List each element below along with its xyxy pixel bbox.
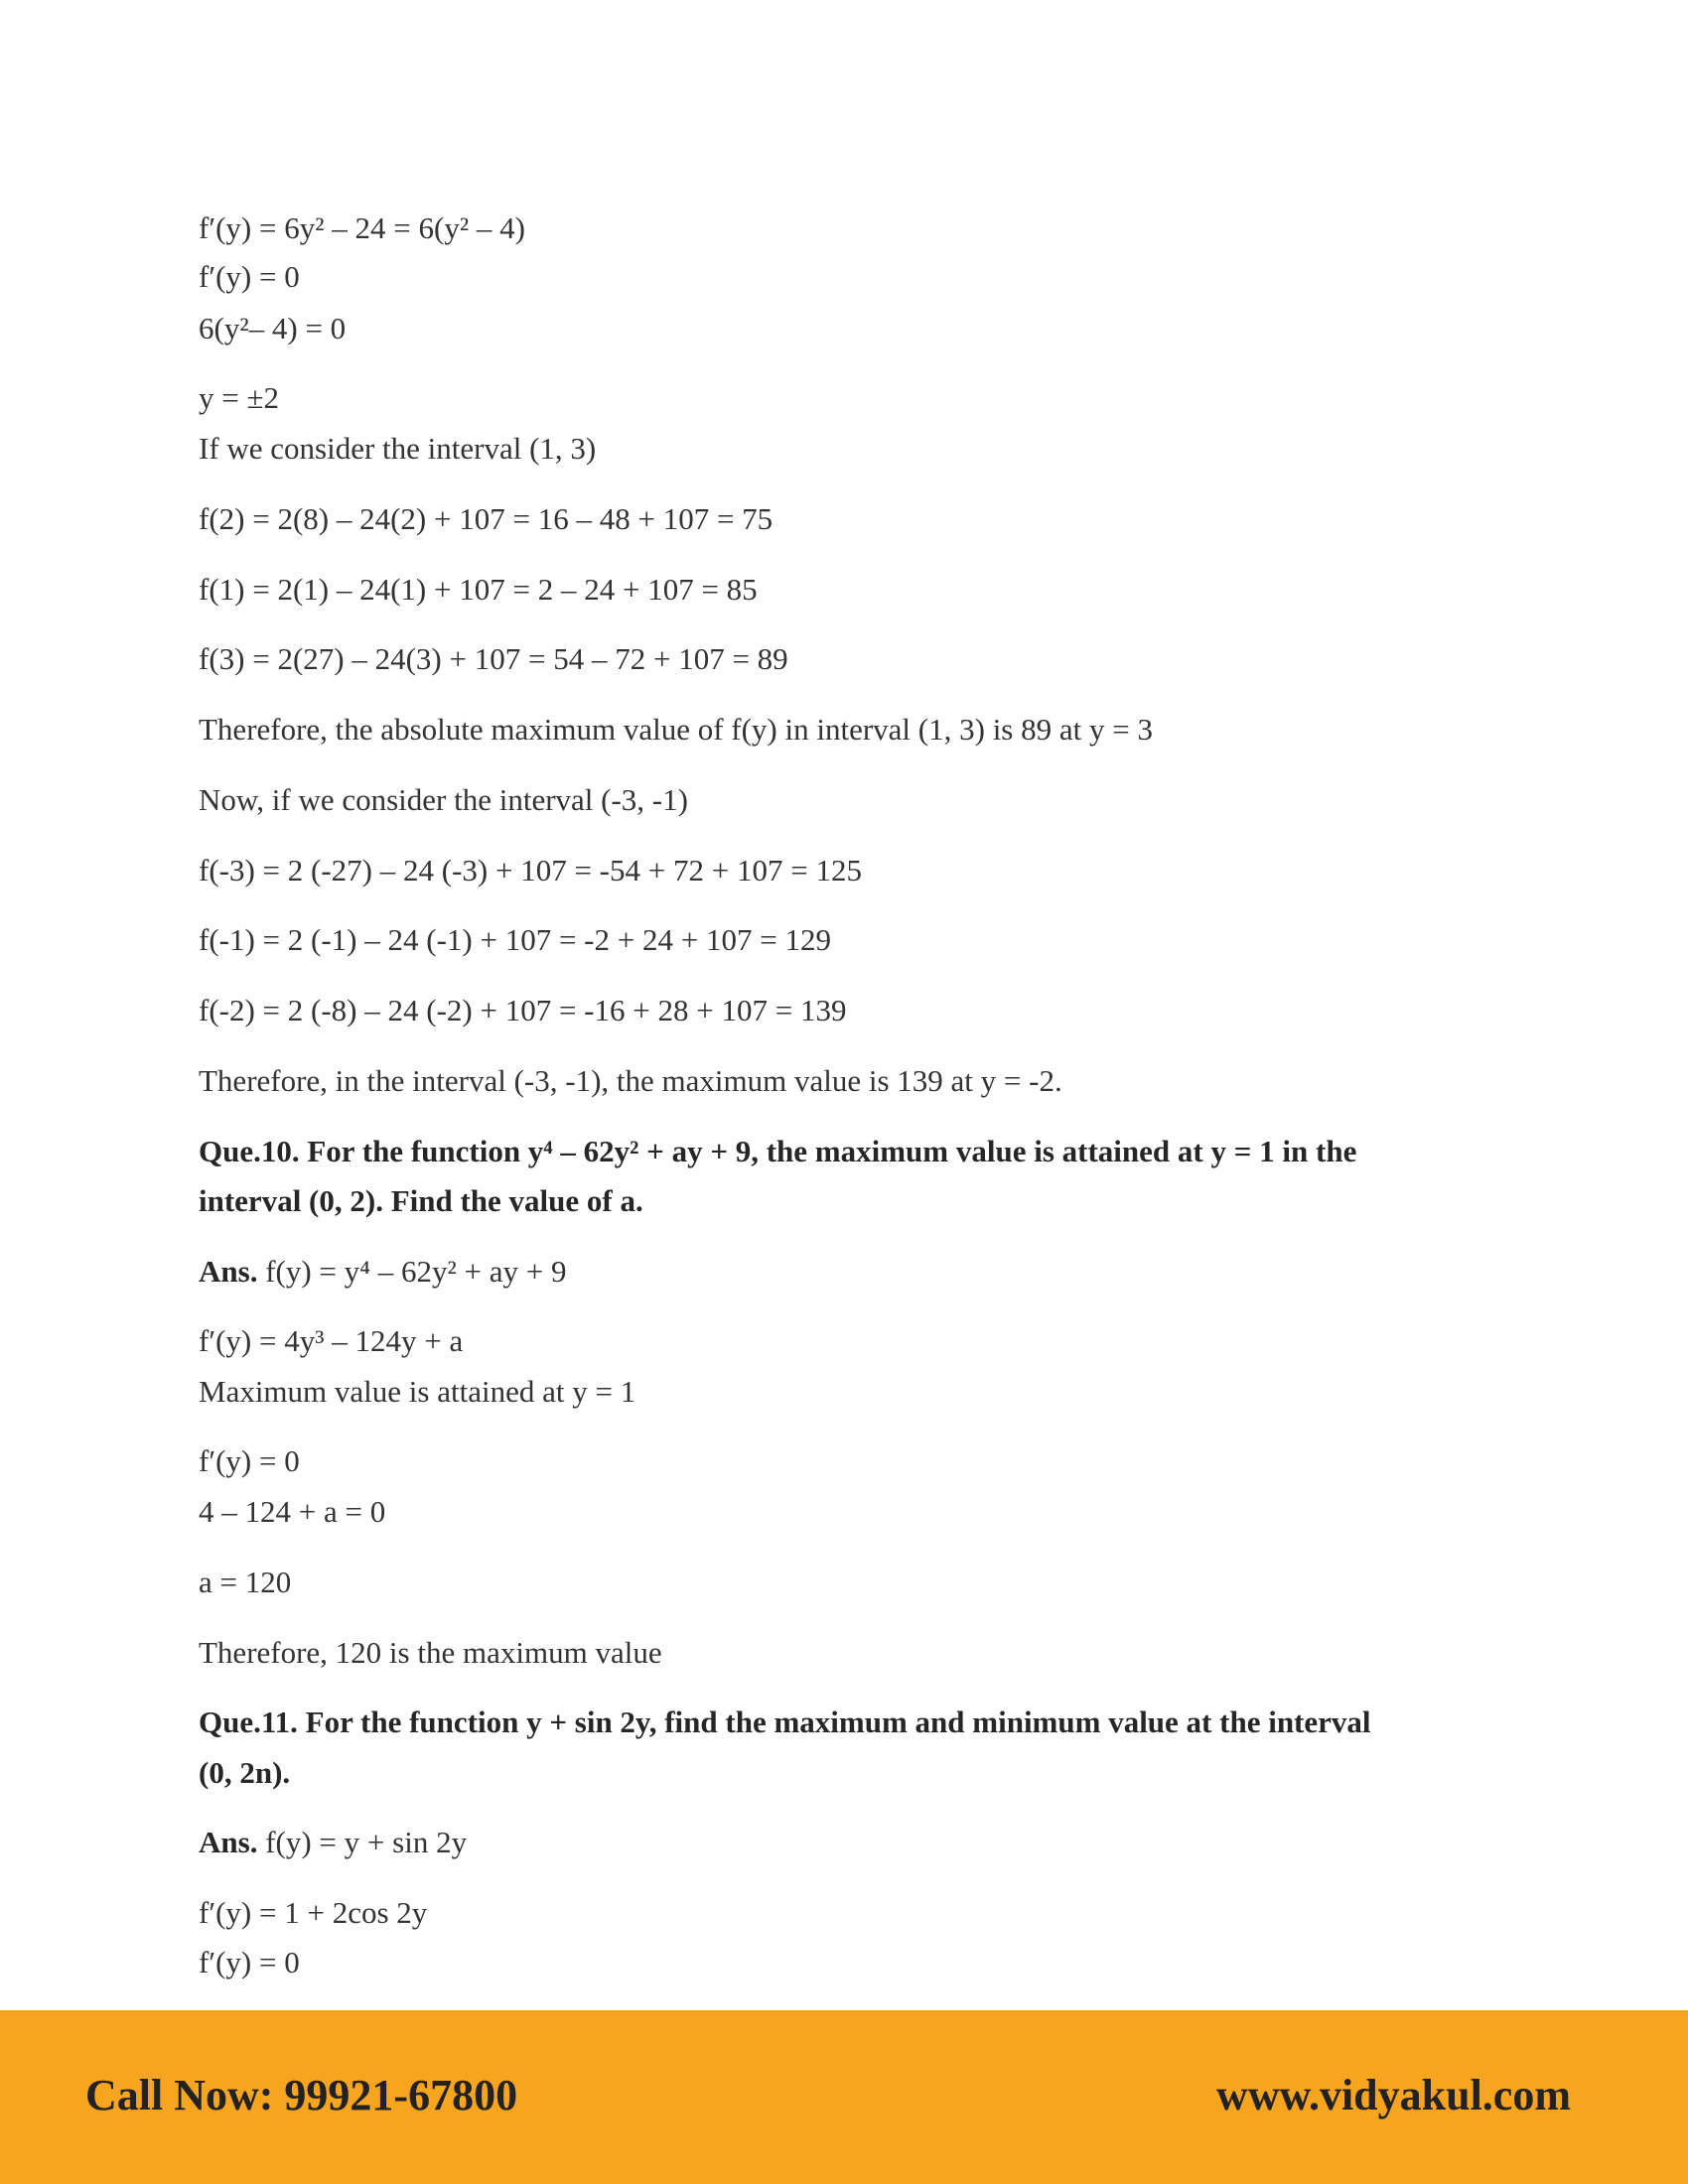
call-now-text: Call Now: 99921-67800 <box>85 2071 518 2119</box>
equation-line: y = ±2 <box>199 380 279 415</box>
text-line: If we consider the interval (1, 3) <box>199 431 597 466</box>
equation-line: f(-1) = 2 (-1) – 24 (-1) + 107 = -2 + 24 + 107 = 129 <box>199 922 831 957</box>
text-line: Therefore, 120 is the maximum value <box>199 1635 662 1670</box>
equation-line: f′(y) = 0 <box>199 1945 300 1979</box>
equation-line: 4 – 124 + a = 0 <box>199 1494 386 1529</box>
question-10-heading: Que.10. For the function y⁴ – 62y² + ay + 9, the maximum value is attained at y = 1 in the <box>199 1134 1357 1168</box>
question-10-heading-cont: interval (0, 2). Find the value of a. <box>199 1183 643 1218</box>
footer-banner <box>0 2010 1688 2184</box>
question-11-heading: Que.11. For the function y + sin 2y, find the maximum and minimum value at the interval <box>199 1705 1371 1739</box>
equation-line: f(-3) = 2 (-27) – 24 (-3) + 107 = -54 + 72 + 107 = 125 <box>199 853 862 887</box>
equation-line: f′(y) = 0 <box>199 259 300 294</box>
equation-line: f(2) = 2(8) – 24(2) + 107 = 16 – 48 + 107 = 75 <box>199 501 774 536</box>
equation-line: f(1) = 2(1) – 24(1) + 107 = 2 – 24 + 107 = 85 <box>199 572 758 607</box>
equation-line: f′(y) = 0 <box>199 1443 300 1478</box>
equation-line: f(3) = 2(27) – 24(3) + 107 = 54 – 72 + 107 = 89 <box>199 641 788 676</box>
text-line: Therefore, the absolute maximum value of f(y) in interval (1, 3) is 89 at y = 3 <box>199 712 1153 747</box>
equation-line: f(-2) = 2 (-8) – 24 (-2) + 107 = -16 + 28 + 107 = 139 <box>199 993 847 1027</box>
answer-text: f(y) = y + sin 2y <box>265 1825 468 1859</box>
question-11-heading-cont: (0, 2n). <box>199 1755 291 1790</box>
answer-line <box>199 1252 1509 1292</box>
text-line: Therefore, in the interval (-3, -1), the maximum value is 139 at y = -2. <box>199 1063 1062 1098</box>
equation-line: f′(y) = 4y³ – 124y + a <box>199 1323 464 1358</box>
equation-line: f′(y) = 6y² – 24 = 6(y² – 4) <box>199 210 525 245</box>
equation-line: f′(y) = 1 + 2cos 2y <box>199 1895 428 1930</box>
website-link[interactable]: www.vidyakul.com <box>1216 2071 1571 2119</box>
equation-line: a = 120 <box>199 1565 292 1599</box>
text-line: Maximum value is attained at y = 1 <box>199 1374 636 1409</box>
text-line: Now, if we consider the interval (-3, -1) <box>199 782 688 817</box>
answer-text: f(y) = y⁴ – 62y² + ay + 9 <box>265 1254 567 1289</box>
answer-label: Ans. <box>199 1254 258 1289</box>
answer-line <box>199 1823 1509 1862</box>
answer-label: Ans. <box>199 1825 258 1859</box>
equation-line: 6(y²– 4) = 0 <box>199 311 347 345</box>
